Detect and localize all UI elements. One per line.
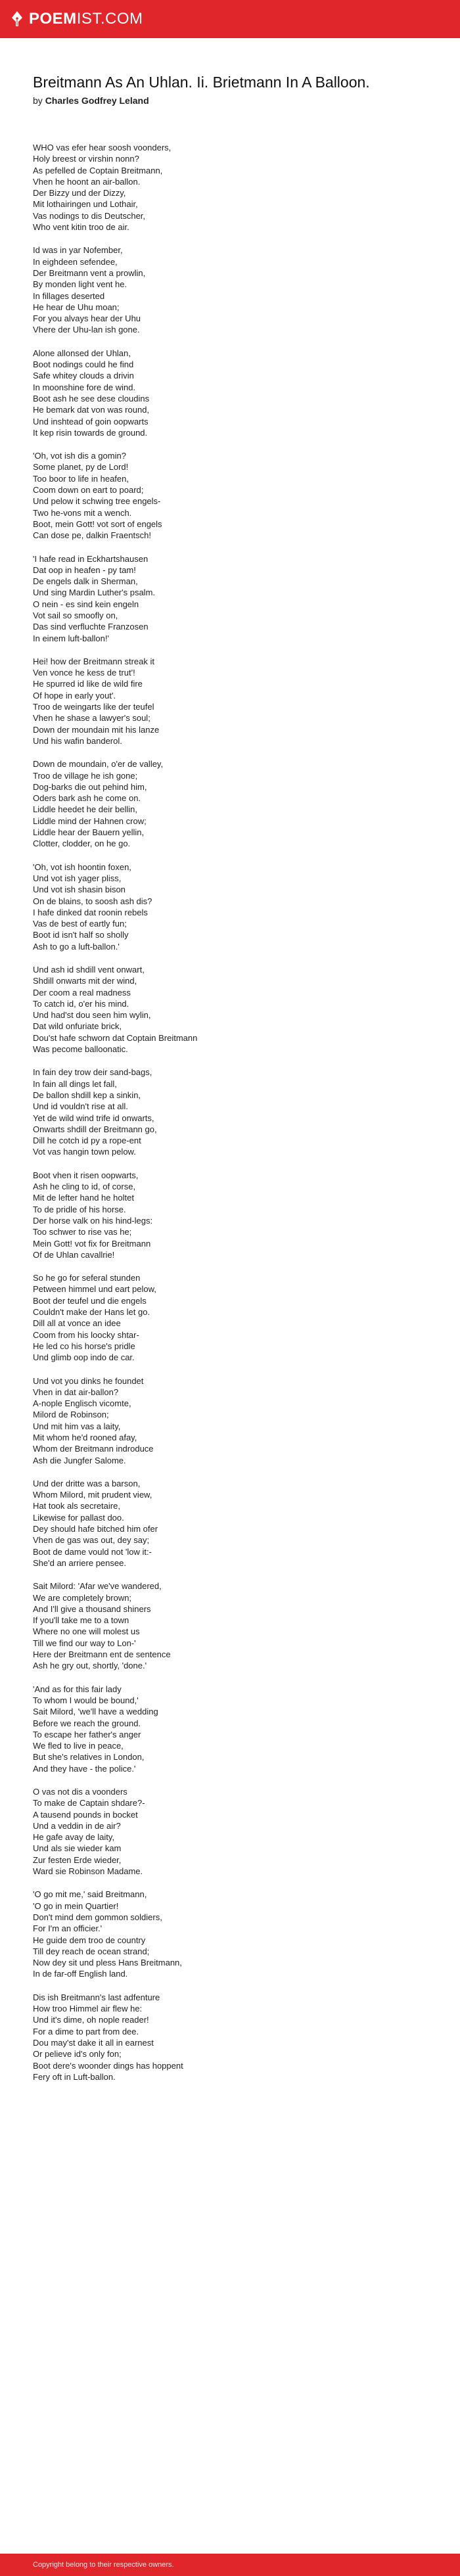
poem-line: Id was in yar Nofember, [33, 245, 123, 256]
poem-line: Ven vonce he kess de trut'! [33, 668, 135, 678]
poem-line: Too boor to life in heafen, [33, 473, 129, 484]
poem-line: Dou'st hafe schworn dat Coptain Breitmann [33, 1032, 198, 1043]
poem-line: Milord de Robinson; [33, 1410, 109, 1420]
poem-line: Vhen de gas was out, dey say; [33, 1535, 150, 1546]
poem-line: 'Oh, vot ish hoontin foxen, [33, 862, 131, 872]
poem-line: Und mit him vas a laity, [33, 1421, 121, 1431]
poem-line: Mein Gott! vot fix for Breitmann [33, 1238, 151, 1249]
poem-line: How troo Himmel air flew he: [33, 2004, 143, 2014]
poem-line: I hafe dinked dat roonin rebels [33, 907, 148, 917]
poem-line: Dog-barks die out pehind him, [33, 781, 147, 792]
poem-line: In moonshine fore de wind. [33, 382, 136, 392]
poem-line: Yet de wild wind trife id onwarts, [33, 1113, 154, 1123]
site-logo[interactable] [11, 9, 143, 29]
poem-stanza [33, 1786, 427, 1877]
byline [33, 95, 427, 106]
poem-line: Liddle heedet he deir bellin, [33, 804, 138, 815]
poem-stanza [33, 758, 427, 849]
poem-line: Boot, mein Gott! vot sort of engels [33, 518, 162, 529]
poem-line: Boot nodings could he find [33, 359, 134, 370]
poem-line: Was pecome balloonatic. [33, 1044, 128, 1055]
poem-stanza [33, 1684, 427, 1774]
poem-line: Vhen in dat air-ballon? [33, 1387, 119, 1397]
poem-line: He led co his horse's pridle [33, 1341, 135, 1351]
poem-line: Dey should hafe bitched him ofer [33, 1524, 158, 1534]
poem-line: To whom I would be bound,' [33, 1695, 139, 1705]
poem-line: Likewise for pallast doo. [33, 1512, 124, 1523]
poem-line: Und a veddin in de air? [33, 1820, 121, 1831]
poem-line: Ash he cling to id, of corse, [33, 1182, 136, 1192]
poem-title: Breitmann As An Uhlan. Ii. Brietmann In A Balloon. [33, 74, 370, 91]
poem-line: Till we find our way to Lon-' [33, 1638, 136, 1648]
poem-line: Now dey sit und pless Hans Breitmann, [33, 1958, 182, 1968]
poem-line: Mit whom he'd rooned afay, [33, 1432, 137, 1442]
poem-line: And I'll give a thousand shiners [33, 1603, 151, 1614]
poem-stanza [33, 1889, 427, 1979]
poem-line: Vhere der Uhu-lan ish gone. [33, 325, 140, 335]
poem-line: Und als sie wieder kam [33, 1843, 122, 1854]
poem-line: Boot vhen it risen oopwarts, [33, 1170, 139, 1180]
poem-line: Down de moundain, o'er de valley, [33, 759, 164, 770]
poem-stanza [33, 862, 427, 952]
poem-line: Troo de weingarts like der teufel [33, 702, 154, 712]
poem-line: Der Bizzy und der Dizzy, [33, 188, 126, 198]
poem-line: De engels dalk in Sherman, [33, 576, 138, 587]
poem-line: 'O go mit me,' said Breitmann, [33, 1889, 147, 1900]
poem-line: And they have - the police.' [33, 1763, 136, 1774]
poem-line: Und his wafin banderol. [33, 735, 122, 746]
poem-line: Zur festen Erde wieder, [33, 1854, 122, 1865]
poem-line: Coom down on eart to poard; [33, 485, 144, 495]
pen-nib-icon [11, 11, 24, 28]
poem-line: Hat took als secretaire, [33, 1501, 120, 1511]
poem-line: Whom Milord, mit prudent view, [33, 1490, 152, 1500]
poem-line: Liddle hear der Bauern yellin, [33, 827, 145, 838]
poem-line: He guide dem troo de country [33, 1935, 146, 1945]
poem-line: Und ash id shdill vent onwart, [33, 965, 145, 975]
poem-line: 'Oh, vot ish dis a gomin? [33, 451, 126, 461]
poem-line: In fain all dings let fall, [33, 1078, 117, 1089]
poem-line: She'd an arriere pensee. [33, 1557, 126, 1568]
poem-line: Vas nodings to dis Deutscher, [33, 210, 146, 221]
poem-line: Can dose pe, dalkin Fraentsch! [33, 530, 151, 541]
poem-stanza [33, 1375, 427, 1466]
poem-line: 'And as for this fair lady [33, 1684, 122, 1694]
poem-line: Ward sie Robinson Madame. [33, 1866, 143, 1877]
poem-line: Who vent kitin troo de air. [33, 222, 129, 233]
poem-stanza [33, 656, 427, 747]
poem-line: WHO vas efer hear soosh voonders, [33, 143, 172, 152]
poem-line: Till dey reach de ocean strand; [33, 1946, 150, 1956]
poem-body [33, 142, 427, 2082]
poem-line: To make de Captain shdare?- [33, 1798, 145, 1808]
poem-line: Onwarts shdill der Breitmann go, [33, 1124, 157, 1134]
poem-line: Don't mind dem gommon soldiers, [33, 1912, 162, 1922]
poem-line: He gafe avay de laity, [33, 1832, 115, 1843]
poem-stanza [33, 450, 427, 541]
poem-line: Sait Milord: 'Afar we've wandered, [33, 1581, 162, 1592]
poem-stanza [33, 1478, 427, 1569]
byline-prefix: by [33, 95, 43, 106]
poem-line: Und vot you dinks he foundet [33, 1375, 144, 1386]
poem-line: Dis ish Breitmann's last adfenture [33, 1992, 160, 2002]
poem-line: Ash to go a luft-ballon.' [33, 941, 120, 952]
poem-line: He spurred id like de wild fire [33, 679, 143, 689]
poem-stanza [33, 348, 427, 438]
poem-line: On de blains, to soosh ash dis? [33, 896, 152, 906]
poem-line: But she's relatives in London, [33, 1752, 145, 1762]
poem-stanza [33, 553, 427, 644]
poem-line: Of hope in early yout'. [33, 690, 116, 701]
poem-line: Und vot ish shasin bison [33, 885, 126, 895]
poem-line: Where no one will molest us [33, 1626, 140, 1637]
poem-line: Vhen he hoont an air-ballon. [33, 176, 141, 187]
poem-line: Boot ash he see dese cloudins [33, 393, 150, 403]
poem-line: Boot dere's woonder dings has hoppent [33, 2060, 183, 2071]
poem-stanza [33, 1067, 427, 1157]
poem-line: Dou may'st dake it all in earnest [33, 2037, 154, 2048]
poem-line: Vot sail so smoofly on, [33, 610, 118, 620]
poem-line: Dat oop in heafen - py tam! [33, 564, 136, 575]
poem-line: Und glimb oop indo de car. [33, 1352, 135, 1363]
poem-line: A-nople Englisch vicomte, [33, 1398, 131, 1409]
poem-line: It kep risin towards de ground. [33, 427, 148, 438]
poem-line: Der Breitmann vent a prowlin, [33, 267, 146, 278]
poem-line: Vhen he shase a lawyer's soul; [33, 713, 150, 724]
poem-line: For I'm an officier.' [33, 1923, 103, 1934]
poem-line: Before we reach the ground. [33, 1718, 141, 1728]
poem-stanza [33, 244, 427, 335]
poem-line: Too schwer to rise vas he; [33, 1227, 132, 1237]
author-link[interactable]: Charles Godfrey Leland [45, 95, 149, 106]
poem-line: By monden light vent he. [33, 279, 127, 290]
poem-line: In de far-off English land. [33, 1969, 128, 1979]
poem-line: Boot de dame vould not 'low it:- [33, 1546, 152, 1557]
poem-line: Fery oft in Luft-ballon. [33, 2071, 116, 2082]
poem-line: Holy breest or virshin nonn? [33, 154, 139, 164]
poem-stanza [33, 1580, 427, 1671]
poem-line: Vas de best of eartly fun; [33, 919, 127, 929]
poem-line: Und it's dime, oh nople reader! [33, 2015, 149, 2025]
poem-stanza [33, 1992, 427, 2082]
poem-line: Und pelow it schwing tree engels- [33, 496, 161, 507]
poem-line: Der coom a real madness [33, 987, 131, 998]
poem-line: Dill all at vonce an idee [33, 1318, 121, 1329]
poem-line: Down der moundain mit his lanze [33, 724, 160, 735]
poem-line: Boot id isn't half so sholly [33, 930, 129, 940]
poem-line: Petween himmel und eart pelow, [33, 1284, 156, 1295]
poem-line: Mit de lefter hand he holtet [33, 1193, 134, 1203]
poem-line: Safe whitey clouds a drivin [33, 371, 134, 381]
poem-content [33, 74, 427, 2094]
poem-line: As pefelled de Coptain Breitmann, [33, 165, 163, 175]
poem-line: De ballon shdill kep a sinkin, [33, 1090, 141, 1100]
poem-line: He hear de Uhu moan; [33, 302, 120, 312]
poem-line: In einem luft-ballon!' [33, 633, 109, 643]
poem-line: Here der Breitmann ent de sentence [33, 1649, 171, 1660]
poem-line: Couldn't make der Hans let go. [33, 1307, 150, 1318]
poem-line: A tausend pounds in bocket [33, 1809, 138, 1820]
poem-line: Or pelieve id's only fon; [33, 2049, 122, 2059]
poem-line: To de pridle of his horse. [33, 1204, 126, 1214]
poem-line: So he go for seferal stunden [33, 1273, 141, 1283]
poem-line: Two he-vons mit a wench. [33, 507, 132, 518]
poem-line: Der horse valk on his hind-legs: [33, 1215, 153, 1226]
poem-line: 'I hafe read in Eckhartshausen [33, 553, 149, 564]
poem-line: Vot vas hangin town pelow. [33, 1147, 136, 1157]
poem-line: Ash die Jungfer Salome. [33, 1455, 126, 1465]
poem-line: He bemark dat von was round, [33, 405, 150, 415]
poem-line: For a dime to part from dee. [33, 2026, 139, 2036]
poem-line: Of de Uhlan cavallrie! [33, 1249, 115, 1260]
poem-line: Clotter, clodder, on he go. [33, 839, 131, 849]
poem-line: Some planet, py de Lord! [33, 462, 129, 472]
poem-line: In fillages deserted [33, 290, 105, 301]
poem-stanza [33, 1272, 427, 1363]
logo-text-bold: POEM [29, 10, 77, 28]
poem-line: Das sind verfluchte Franzosen [33, 622, 149, 632]
logo-text-light: IST.COM [76, 10, 143, 28]
poem-line: Troo de village he ish gone; [33, 770, 138, 781]
poem-line: Coom from his loocky shtar- [33, 1329, 139, 1340]
poem-line: Shdill onwarts mit der wind, [33, 976, 137, 986]
poem-line: If you'll take me to a town [33, 1615, 129, 1626]
poem-line: Alone allonsed der Uhlan, [33, 348, 131, 358]
poem-line: Und id vouldn't rise at all. [33, 1101, 128, 1112]
poem-line: For you alvays hear der Uhu [33, 313, 141, 324]
poem-line: Dill he cotch id py a rope-ent [33, 1136, 141, 1146]
poem-line: In fain dey trow deir sand-bags, [33, 1067, 152, 1078]
poem-line: Sait Milord, 'we'll have a wedding [33, 1707, 158, 1717]
poem-line: To escape her father's anger [33, 1729, 141, 1739]
poem-line: O vas not dis a voonders [33, 1787, 127, 1797]
poem-line: Whom der Breitmann indroduce [33, 1444, 154, 1454]
poem-line: Ash he gry out, shortly, 'done.' [33, 1661, 147, 1671]
poem-line: Und inshtead of goin oopwarts [33, 416, 149, 426]
poem-line: 'O go in mein Quartier! [33, 1900, 119, 1911]
logo-text [29, 10, 143, 28]
poem-stanza [33, 1170, 427, 1260]
poem-line: Oders bark ash he come on. [33, 793, 141, 804]
copyright-text: Copyright belong to their respective owners. [33, 2561, 174, 2569]
poem-stanza [33, 142, 427, 233]
poem-line: Liddle mind der Hahnen crow; [33, 816, 147, 826]
site-header [0, 0, 460, 38]
poem-line: We fled to live in peace, [33, 1741, 124, 1751]
poem-line: Dat wild onfuriate brick, [33, 1021, 122, 1032]
poem-line: Und vot ish yager pliss, [33, 873, 122, 883]
poem-line: Und sing Mardin Luther's psalm. [33, 587, 156, 598]
poem-stanza [33, 964, 427, 1055]
poem-line: Boot der teufel und die engels [33, 1295, 147, 1306]
site-footer [0, 2554, 460, 2576]
poem-line: Und der dritte was a barson, [33, 1478, 141, 1488]
poem-line: To catch id, o'er his mind. [33, 998, 129, 1009]
poem-line: Mit lothairingen und Lothair, [33, 199, 138, 210]
poem-line: In eighdeen sefendee, [33, 256, 118, 267]
poem-line: Und had'st dou seen him wylin, [33, 1010, 151, 1021]
poem-line: We are completely brown; [33, 1592, 132, 1603]
poem-line: Hei! how der Breitmann streak it [33, 656, 154, 666]
poem-line: O nein - es sind kein engeln [33, 599, 139, 609]
